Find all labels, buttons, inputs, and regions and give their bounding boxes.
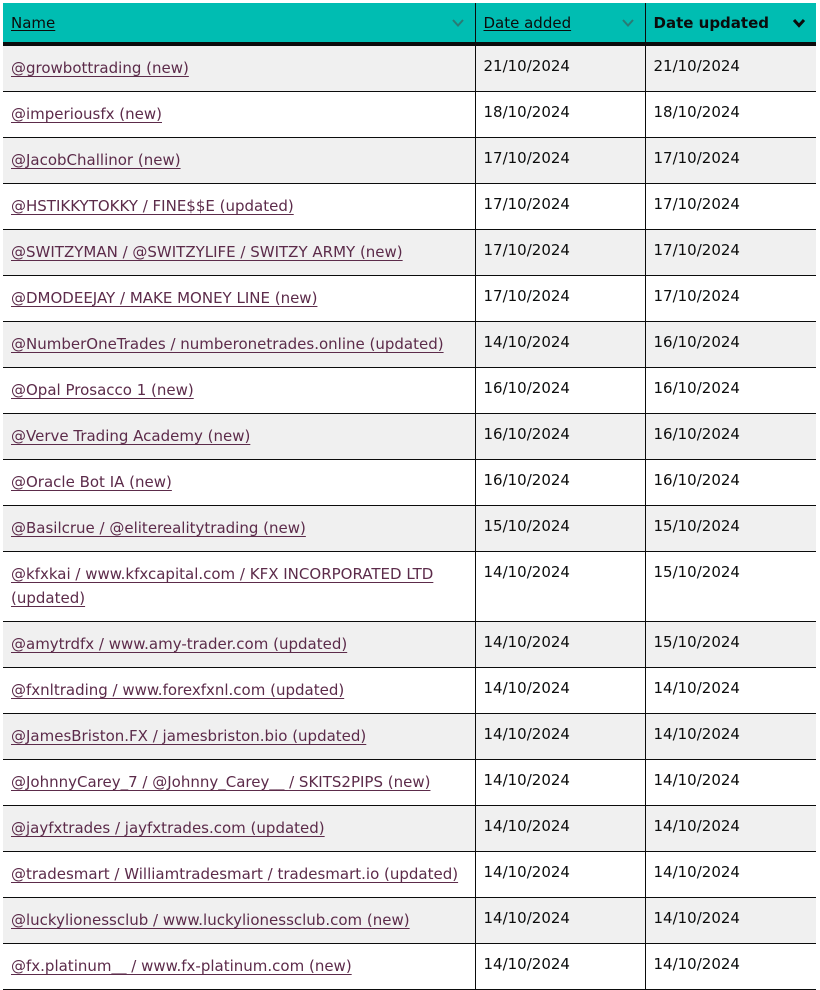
entry-name-link[interactable]: @fxnltrading / www.forexfxnl.com (updated)	[11, 681, 345, 699]
date-added-cell: 14/10/2024	[475, 944, 645, 990]
date-added-cell: 16/10/2024	[475, 414, 645, 460]
entry-name-link[interactable]: @JohnnyCarey_7 / @Johnny_Carey__ / SKITS2PIPS (new)	[11, 773, 431, 791]
name-cell	[3, 552, 475, 622]
table-row	[3, 230, 816, 276]
name-cell	[3, 138, 475, 184]
table-row	[3, 460, 816, 506]
name-cell	[3, 944, 475, 990]
table-row	[3, 714, 816, 760]
name-cell	[3, 852, 475, 898]
table-container	[3, 3, 816, 990]
name-cell	[3, 184, 475, 230]
table-row	[3, 852, 816, 898]
table-row	[3, 414, 816, 460]
entry-name-link[interactable]: @DMODEEJAY / MAKE MONEY LINE (new)	[11, 289, 318, 307]
table-row	[3, 668, 816, 714]
name-cell	[3, 806, 475, 852]
chevron-down-icon[interactable]	[792, 16, 806, 30]
date-added-cell: 17/10/2024	[475, 276, 645, 322]
entry-name-link[interactable]: @JacobChallinor (new)	[11, 151, 181, 169]
entry-name-link[interactable]: @Oracle Bot IA (new)	[11, 473, 172, 491]
column-header-date-added[interactable]	[475, 3, 645, 44]
table-row	[3, 276, 816, 322]
entry-name-link[interactable]: @Verve Trading Academy (new)	[11, 427, 251, 445]
date-added-cell: 14/10/2024	[475, 322, 645, 368]
data-table	[3, 3, 816, 990]
date-added-cell: 21/10/2024	[475, 44, 645, 92]
date-added-cell: 14/10/2024	[475, 714, 645, 760]
name-cell	[3, 622, 475, 668]
name-cell	[3, 44, 475, 92]
date-added-cell: 14/10/2024	[475, 898, 645, 944]
date-added-cell: 17/10/2024	[475, 138, 645, 184]
entry-name-link[interactable]: @SWITZYMAN / @SWITZYLIFE / SWITZY ARMY (new)	[11, 243, 403, 261]
table-header	[3, 3, 816, 44]
date-updated-cell: 14/10/2024	[645, 760, 816, 806]
entry-name-link[interactable]: @luckylionessclub / www.luckylionessclub.com (new)	[11, 911, 410, 929]
name-cell	[3, 368, 475, 414]
date-updated-cell: 17/10/2024	[645, 184, 816, 230]
date-updated-cell: 17/10/2024	[645, 230, 816, 276]
entry-name-link[interactable]: @HSTIKKYTOKKY / FINE$$E (updated)	[11, 197, 294, 215]
entry-name-link[interactable]: @imperiousfx (new)	[11, 105, 162, 123]
date-updated-cell: 16/10/2024	[645, 460, 816, 506]
date-added-cell: 18/10/2024	[475, 92, 645, 138]
date-added-cell: 14/10/2024	[475, 806, 645, 852]
date-updated-cell: 15/10/2024	[645, 506, 816, 552]
entry-name-link[interactable]: @growbottrading (new)	[11, 59, 189, 77]
name-cell	[3, 668, 475, 714]
date-updated-cell: 15/10/2024	[645, 622, 816, 668]
table-row	[3, 622, 816, 668]
header-row	[3, 3, 816, 44]
entry-name-link[interactable]: @jayfxtrades / jayfxtrades.com (updated)	[11, 819, 325, 837]
name-cell	[3, 322, 475, 368]
name-cell	[3, 506, 475, 552]
name-cell	[3, 898, 475, 944]
sort-by-date-added-link[interactable]: Date added	[483, 13, 572, 32]
name-cell	[3, 92, 475, 138]
date-updated-cell: 14/10/2024	[645, 668, 816, 714]
name-cell	[3, 414, 475, 460]
table-row	[3, 944, 816, 990]
date-updated-cell: 16/10/2024	[645, 368, 816, 414]
date-added-cell: 14/10/2024	[475, 668, 645, 714]
table-body	[3, 44, 816, 990]
table-row	[3, 322, 816, 368]
name-cell	[3, 230, 475, 276]
table-row	[3, 806, 816, 852]
date-updated-cell: 16/10/2024	[645, 322, 816, 368]
date-added-cell: 17/10/2024	[475, 230, 645, 276]
date-added-cell: 15/10/2024	[475, 506, 645, 552]
date-added-cell: 14/10/2024	[475, 552, 645, 622]
column-header-date-updated[interactable]	[645, 3, 816, 44]
date-added-cell: 16/10/2024	[475, 368, 645, 414]
date-updated-cell: 17/10/2024	[645, 138, 816, 184]
sort-by-date-updated-link[interactable]: Date updated	[653, 13, 769, 32]
date-updated-cell: 14/10/2024	[645, 944, 816, 990]
chevron-down-icon[interactable]	[451, 16, 465, 30]
table-row	[3, 552, 816, 622]
chevron-down-icon[interactable]	[621, 16, 635, 30]
name-cell	[3, 276, 475, 322]
date-added-cell: 14/10/2024	[475, 852, 645, 898]
table-row	[3, 44, 816, 92]
sort-by-name-link[interactable]: Name	[11, 13, 56, 32]
date-updated-cell: 14/10/2024	[645, 714, 816, 760]
date-updated-cell: 18/10/2024	[645, 92, 816, 138]
name-cell	[3, 714, 475, 760]
date-updated-cell: 14/10/2024	[645, 898, 816, 944]
entry-name-link[interactable]: @kfxkai / www.kfxcapital.com / KFX INCORPORATED LTD (updated)	[11, 565, 434, 607]
table-row	[3, 368, 816, 414]
table-row	[3, 184, 816, 230]
date-updated-cell: 17/10/2024	[645, 276, 816, 322]
column-header-name[interactable]	[3, 3, 475, 44]
table-row	[3, 92, 816, 138]
date-updated-cell: 16/10/2024	[645, 414, 816, 460]
name-cell	[3, 460, 475, 506]
date-added-cell: 16/10/2024	[475, 460, 645, 506]
date-updated-cell: 14/10/2024	[645, 852, 816, 898]
entry-name-link[interactable]: @tradesmart / Williamtradesmart / tradesmart.io (updated)	[11, 865, 459, 883]
entry-name-link[interactable]: @fx.platinum__ / www.fx-platinum.com (new)	[11, 957, 352, 975]
table-row	[3, 898, 816, 944]
entry-name-link[interactable]: @Opal Prosacco 1 (new)	[11, 381, 194, 399]
entry-name-link[interactable]: @JamesBriston.FX / jamesbriston.bio (updated)	[11, 727, 367, 745]
date-added-cell: 14/10/2024	[475, 622, 645, 668]
date-added-cell: 17/10/2024	[475, 184, 645, 230]
name-cell	[3, 760, 475, 806]
entry-name-link[interactable]: @Basilcrue / @eliterealitytrading (new)	[11, 519, 306, 537]
date-added-cell: 14/10/2024	[475, 760, 645, 806]
table-row	[3, 138, 816, 184]
date-updated-cell: 21/10/2024	[645, 44, 816, 92]
entry-name-link[interactable]: @amytrdfx / www.amy-trader.com (updated)	[11, 635, 348, 653]
date-updated-cell: 14/10/2024	[645, 806, 816, 852]
table-row	[3, 760, 816, 806]
table-row	[3, 506, 816, 552]
entry-name-link[interactable]: @NumberOneTrades / numberonetrades.online (updated)	[11, 335, 444, 353]
date-updated-cell: 15/10/2024	[645, 552, 816, 622]
